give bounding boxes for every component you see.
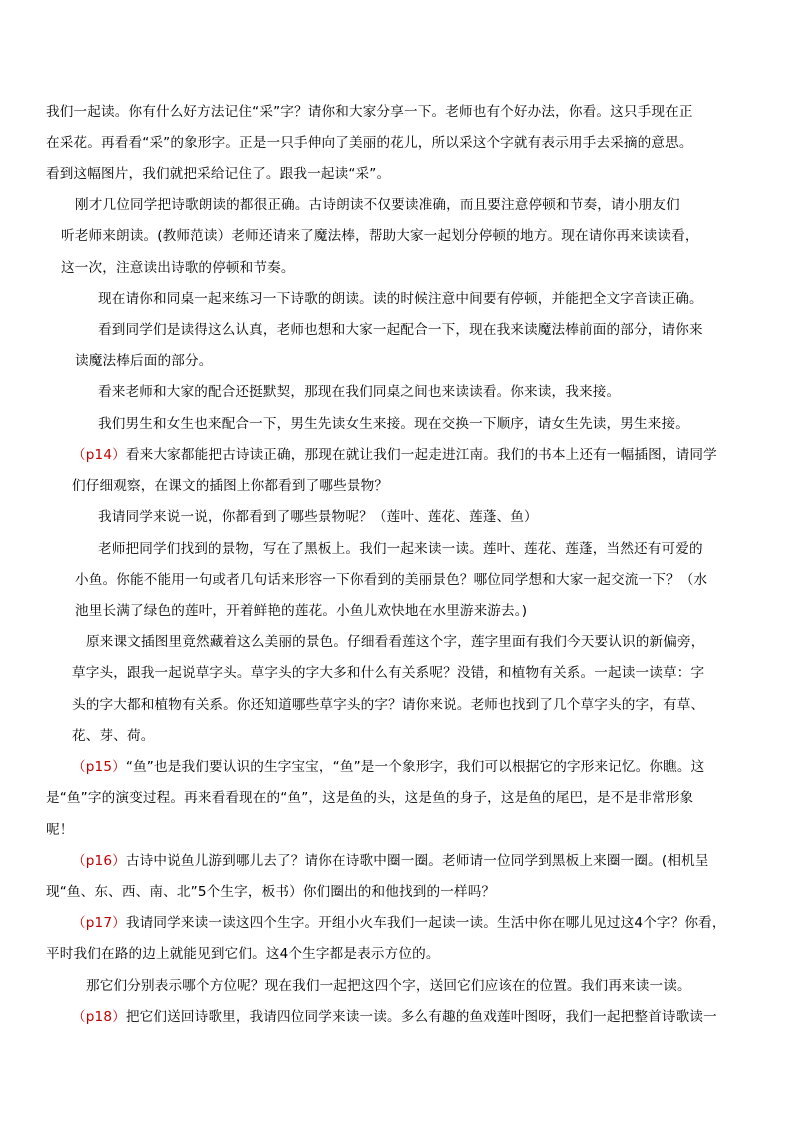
text-line: （p17）我请同学来读一读这四个生字。开组小火车我们一起读一读。生活中你在哪儿见过这4个字？你看， bbox=[72, 915, 726, 931]
page-tag: （p17） bbox=[72, 915, 126, 931]
text-line: 花、芽、荷。 bbox=[72, 728, 155, 744]
text-line: （p16）古诗中说鱼儿游到哪儿去了？请你在诗歌中圈一圈。老师请一位同学到黑板上来圈一圈。(相机呈 bbox=[72, 853, 709, 869]
text-line: 老师把同学们找到的景物，写在了黑板上。我们一起来读一读。莲叶、莲花、莲蓬，当然还有可爱的 bbox=[98, 541, 703, 557]
page-tag: （p14） bbox=[72, 447, 126, 463]
text-line: 平时我们在路的边上就能见到它们。这4个生字都是表示方位的。 bbox=[46, 946, 440, 962]
text-line: （p14）看来大家都能把古诗读正确，那现在就让我们一起走进江南。我们的书本上还有一幅插图，请同学 bbox=[72, 447, 717, 463]
text-line: 是“鱼”字的演变过程。再来看看现在的“鱼”，这是鱼的头，这是鱼的身子，这是鱼的尾巴，是不是非常形象 bbox=[46, 790, 694, 806]
text-line: 原来课文插图里竟然藏着这么美丽的景色。仔细看看莲这个字，莲字里面有我们今天要认识的新偏旁， bbox=[86, 634, 705, 650]
text-line: 在采花。再看看“采”的象形字。正是一只手伸向了美丽的花儿，所以采这个字就有表示用手去采摘的意思。 bbox=[46, 135, 693, 151]
text-line: 小鱼。你能不能用一句或者几句话来形容一下你看到的美丽景色？哪位同学想和大家一起交流一下？（水 bbox=[75, 572, 708, 588]
text-line: 我请同学来说一说，你都看到了哪些景物呢？（莲叶、莲花、莲蓬、鱼） bbox=[98, 509, 538, 525]
text-line: 刚才几位同学把诗歌朗读的都很正确。古诗朗读不仅要读准确，而且要注意停顿和节奏，请小朋友们 bbox=[75, 197, 680, 213]
text-line: 池里长满了绿色的莲叶，开着鲜艳的莲花。小鱼儿欢快地在水里游来游去。) bbox=[75, 603, 528, 619]
text-line: 看到同学们是读得这么认真，老师也想和大家一起配合一下，现在我来读魔法棒前面的部分，请你来 bbox=[98, 322, 703, 338]
text-line: 读魔法棒后面的部分。 bbox=[75, 353, 213, 369]
page-tag: （p18） bbox=[72, 1009, 126, 1025]
text-line: 那它们分别表示哪个方位呢？现在我们一起把这四个字，送回它们应该在的位置。我们再来读一读。 bbox=[86, 978, 691, 994]
text-line: 我们一起读。你有什么好方法记住“采”字？请你和大家分享一下。老师也有个好办法，你看。这只手现在正 bbox=[46, 104, 693, 120]
text-line: 头的字大都和植物有关系。你还知道哪些草字头的字？请你来说。老师也找到了几个草字头的字，有草、 bbox=[72, 697, 705, 713]
text-line: 现“鱼、东、西、南、北”5个生字，板书）你们圈出的和他找到的一样吗？ bbox=[46, 884, 496, 900]
text-line: 这一次，注意读出诗歌的停顿和节奏。 bbox=[61, 260, 295, 276]
text-line: 们仔细观察，在课文的插图上你都看到了哪些景物？ bbox=[72, 478, 389, 494]
text-line: 草字头，跟我一起说草字头。草字头的字大多和什么有关系呢？没错，和植物有关系。一起读一读草：字 bbox=[72, 665, 705, 681]
text-line: 现在请你和同桌一起来练习一下诗歌的朗读。读的时候注意中间要有停顿，并能把全文字音读正确。 bbox=[98, 291, 703, 307]
text-line: 听老师来朗读。(教师范读）老师还请来了魔法棒，帮助大家一起划分停顿的地方。现在请你再来读读看， bbox=[61, 228, 699, 244]
page-tag: （p15） bbox=[72, 759, 126, 775]
text-line: （p18）把它们送回诗歌里，我请四位同学来读一读。多么有趣的鱼戏莲叶图呀，我们一起把整首诗歌读一 bbox=[72, 1009, 717, 1025]
text-line: 呢！ bbox=[46, 822, 74, 838]
text-line: 看到这幅图片，我们就把采给记住了。跟我一起读“采”。 bbox=[46, 166, 391, 182]
page-tag: （p16） bbox=[72, 853, 126, 869]
text-line: （p15）“鱼”也是我们要认识的生字宝宝，“鱼”是一个象形字，我们可以根据它的字形来记忆。你瞧。这 bbox=[72, 759, 705, 775]
text-line: 看来老师和大家的配合还挺默契，那现在我们同桌之间也来读读看。你来读，我来接。 bbox=[98, 384, 621, 400]
text-line: 我们男生和女生也来配合一下，男生先读女生来接。现在交换一下顺序，请女生先读，男生来接。 bbox=[98, 416, 689, 432]
